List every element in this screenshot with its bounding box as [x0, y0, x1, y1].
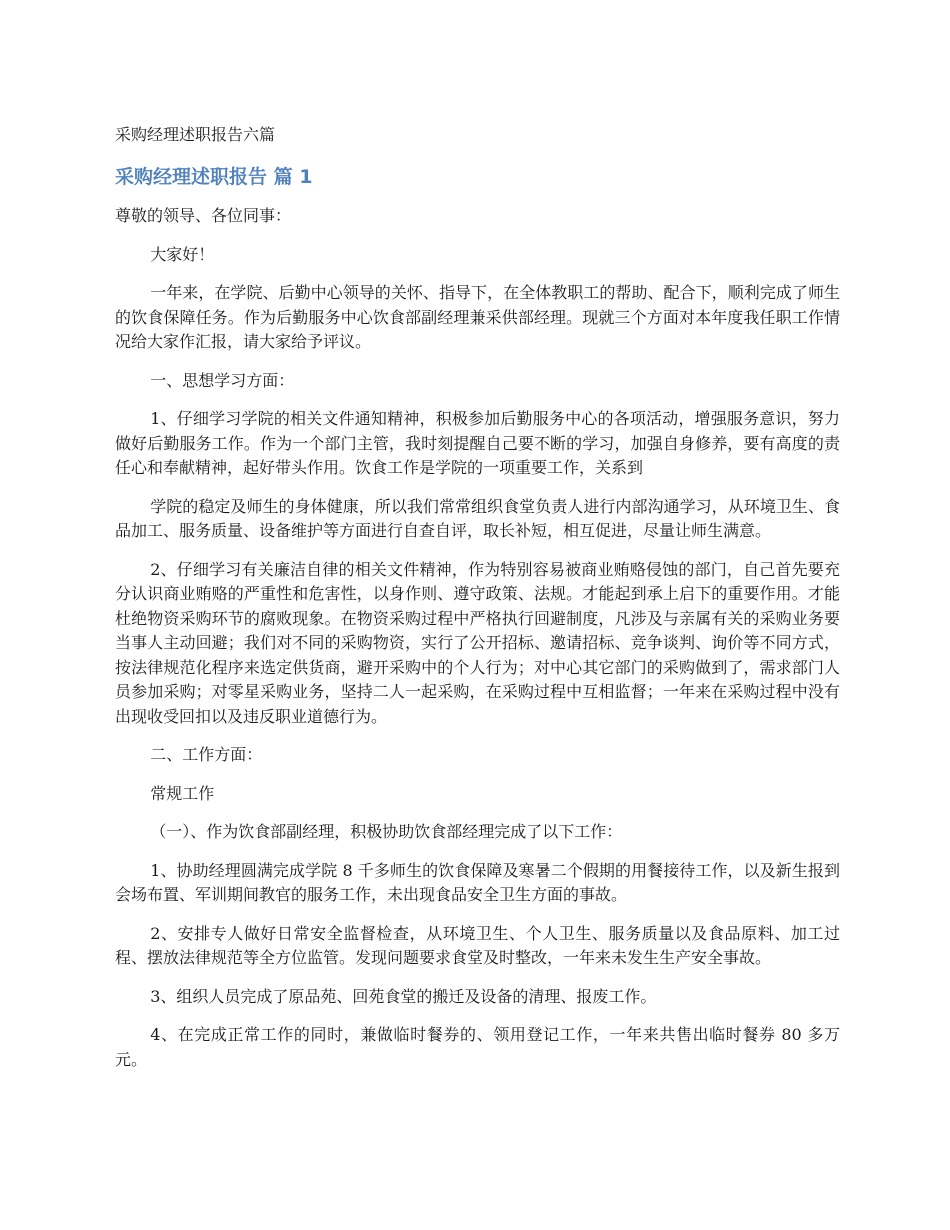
paragraph-study-1-cont: 学院的稳定及师生的身体健康，所以我们常常组织食堂负责人进行内部沟通学习，从环境卫生、食品加工、服务质量、设备维护等方面进行自查自评，取长补短，相互促进，尽量让师生满意。	[115, 496, 840, 540]
section-heading: 采购经理述职报告 篇 1	[115, 166, 313, 188]
paragraph-intro: 一年来，在学院、后勤中心领导的关怀、指导下，在全体教职工的帮助、配合下，顺利完成了师生的饮食保障任务。作为后勤服务中心饮食部副经理兼采供部经理。现就三个方面对本年度我任职工作情况给大家作汇报，请大家给予评议。	[115, 283, 840, 351]
paragraph-heading-work: 二、工作方面：	[150, 745, 263, 764]
document-title: 采购经理述职报告六篇	[115, 125, 276, 144]
paragraph-subsection-1: （一）、作为饮食部副经理，积极协助饮食部经理完成了以下工作：	[150, 822, 623, 841]
paragraph-work-2: 2、安排专人做好日常安全监督检查，从环境卫生、个人卫生、服务质量以及食品原料、加工过程、摆放法律规范等全方位监管。发现问题要求食堂及时整改，一年来未发生生产安全事故。	[115, 923, 840, 967]
paragraph-heading-study: 一、思想学习方面：	[150, 370, 295, 390]
paragraph-work-3: 3、组织人员完成了原品苑、回苑食堂的搬迁及设备的清理、报废工作。	[150, 986, 657, 1006]
paragraph-study-1: 1、仔细学习学院的相关文件通知精神，积极参加后勤服务中心的各项活动，增强服务意识，努力做好后勤服务工作。作为一个部门主管，我时刻提醒自己要不断的学习，加强自身修养，要有高度的责任心和奉献精神，起好带头作用。饮食工作是学院的一项重要工作，关系到	[115, 409, 840, 477]
document-body	[115, 204, 840, 1086]
paragraph-routine-work: 常规工作	[150, 783, 215, 803]
paragraph-study-2: 2、仔细学习有关廉洁自律的相关文件精神，作为特别容易被商业贿赂侵蚀的部门，自己首先要充分认识商业贿赂的严重性和危害性，以身作则、遵守政策、法规。才能起到承上启下的重要作用。才能杜绝物资采购环节的腐败现象。在物资采购过程中严格执行回避制度，凡涉及与亲属有关的采购业务要当事人主动回避；我们对不同的采购物资，实行了公开招标、邀请招标、竞争谈判、询价等不同方式，按法律规范化程序来选定供货商，避开采购中的个人行为；对中心其它部门的采购做到了，需求部门人员参加采购；对零星采购业务，坚持二人一起采购，在采购过程中互相监督；一年来在采购过程中没有出现收受回扣以及违反职业道德行为。	[115, 559, 840, 726]
paragraph-work-4: 4、在完成正常工作的同时，兼做临时餐券的、领用登记工作，一年来共售出临时餐券 80 多万元。	[115, 1025, 840, 1069]
paragraph-salutation: 尊敬的领导、各位同事：	[115, 206, 292, 225]
paragraph-greeting: 大家好！	[150, 244, 215, 264]
paragraph-work-1: 1、协助经理圆满完成学院 8 千多师生的饮食保障及寒暑二个假期的用餐接待工作，以及新生报到会场布置、军训期间教官的服务工作，未出现食品安全卫生方面的事故。	[115, 860, 840, 904]
